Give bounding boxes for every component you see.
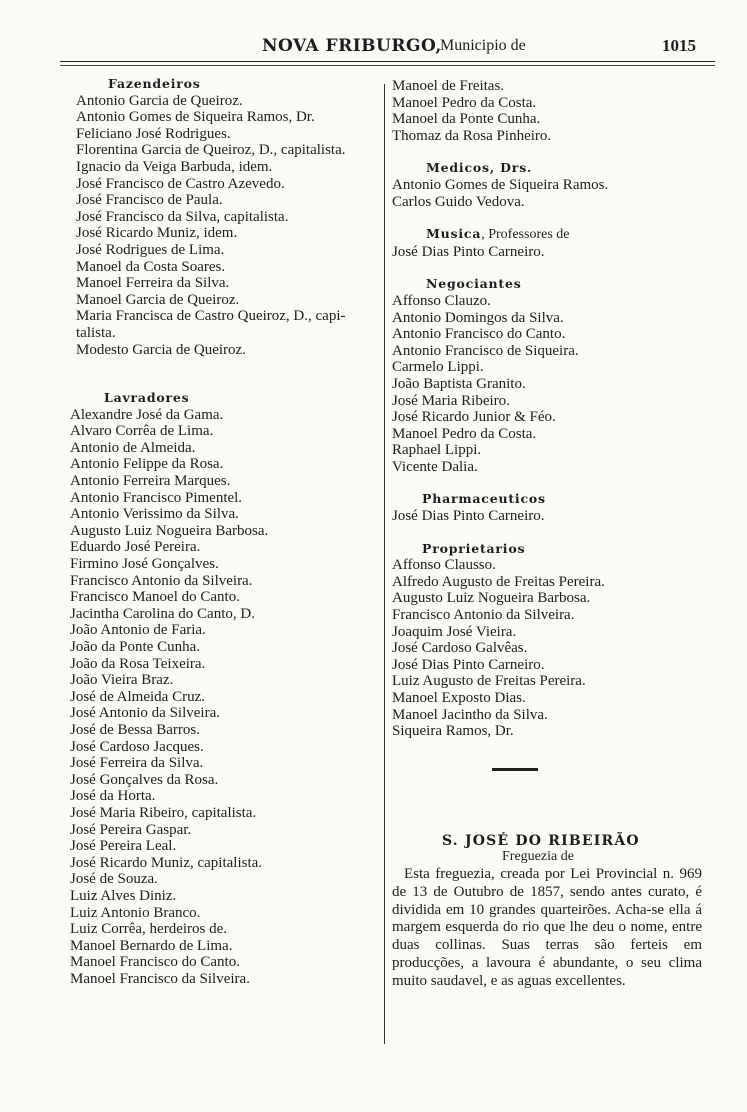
section-divider-rule bbox=[492, 768, 538, 771]
fazendeiros-list bbox=[62, 93, 382, 359]
list-entry: José Antonio da Silveira. bbox=[70, 705, 220, 722]
list-entry: José Ricardo Muniz, idem. bbox=[76, 225, 238, 242]
list-entry: José Maria Ribeiro. bbox=[392, 392, 510, 409]
list-entry: Antonio Gomes de Siqueira Ramos, Dr. bbox=[76, 109, 315, 126]
list-entry: Manoel Garcia de Queiroz. bbox=[76, 291, 240, 308]
section-heading-musica: Musica bbox=[426, 226, 482, 242]
list-entry: Florentina Garcia de Queiroz, D., capitalista. bbox=[76, 142, 346, 159]
list-entry: talista. bbox=[76, 324, 116, 341]
town-subheading: Freguezia de bbox=[502, 849, 574, 865]
list-entry: Antonio Ferreira Marques. bbox=[70, 473, 231, 490]
list-entry: Alexandre José da Gama. bbox=[70, 406, 224, 423]
lavradores-list bbox=[62, 407, 382, 988]
negociantes-list bbox=[392, 293, 712, 476]
section-heading-negociantes: Negociantes bbox=[426, 276, 522, 292]
section-heading-lavradores: Lavradores bbox=[104, 390, 190, 406]
section-heading-fazendeiros: Fazendeiros bbox=[108, 76, 201, 91]
continued-list bbox=[392, 78, 712, 144]
list-entry: Jacintha Carolina do Canto, D. bbox=[70, 605, 255, 622]
list-entry: Francisco Manoel do Canto. bbox=[70, 589, 240, 606]
list-entry: Francisco Antonio da Silveira. bbox=[70, 572, 253, 589]
list-entry: João Baptista Granito. bbox=[392, 375, 526, 392]
pharmaceuticos-list bbox=[392, 508, 712, 525]
list-entry: Antonio Garcia de Queiroz. bbox=[76, 92, 243, 109]
list-entry: José Cardoso Galvêas. bbox=[392, 640, 528, 657]
list-entry: Antonio Gomes de Siqueira Ramos. bbox=[392, 176, 609, 193]
list-entry: Ignacio da Veiga Barbuda, idem. bbox=[76, 158, 273, 175]
list-entry: Antonio Verissimo da Silva. bbox=[70, 506, 239, 523]
list-entry: Antonio de Almeida. bbox=[70, 439, 196, 456]
list-entry: João Antonio de Faria. bbox=[70, 622, 206, 639]
proprietarios-list bbox=[392, 557, 712, 740]
list-entry: João da Rosa Teixeira. bbox=[70, 655, 206, 672]
list-entry: Manoel Jacintho da Silva. bbox=[392, 706, 548, 723]
list-entry: José de Souza. bbox=[70, 871, 158, 888]
list-entry: Antonio Francisco Pimentel. bbox=[70, 489, 243, 506]
page-number: 1015 bbox=[662, 36, 696, 55]
list-entry: Alfredo Augusto de Freitas Pereira. bbox=[392, 573, 605, 590]
list-entry: Luiz Corrêa, herdeiros de. bbox=[70, 921, 228, 938]
list-entry: Augusto Luiz Nogueira Barbosa. bbox=[392, 590, 591, 607]
list-entry: José Francisco de Castro Azevedo. bbox=[76, 175, 285, 192]
list-entry: Antonio Francisco de Siqueira. bbox=[392, 342, 579, 359]
list-entry: José Dias Pinto Carneiro. bbox=[392, 243, 545, 260]
list-entry: Manoel Exposto Dias. bbox=[392, 690, 526, 706]
list-entry: Francisco Antonio da Silveira. bbox=[392, 607, 575, 624]
list-entry: Luiz Augusto de Freitas Pereira. bbox=[392, 673, 586, 690]
list-entry: Modesto Garcia de Queiroz. bbox=[76, 341, 246, 358]
header-rule bbox=[60, 61, 715, 66]
list-entry: Alvaro Corrêa de Lima. bbox=[70, 423, 214, 440]
section-heading-proprietarios: Proprietarios bbox=[422, 540, 526, 556]
town-heading: S. JOSÉ DO RIBEIRÃO bbox=[442, 832, 640, 849]
list-entry: José de Almeida Cruz. bbox=[70, 688, 205, 705]
list-entry: José Dias Pinto Carneiro. bbox=[392, 656, 545, 673]
list-entry: Thomaz da Rosa Pinheiro. bbox=[392, 127, 552, 144]
list-entry: Joaquim José Vieira. bbox=[392, 623, 517, 640]
list-entry: Luiz Antonio Branco. bbox=[70, 904, 201, 921]
list-entry: Manoel de Freitas. bbox=[392, 78, 505, 94]
list-entry: Maria Francisca de Castro Queiroz, D., capi- bbox=[76, 308, 346, 325]
list-entry: João Vieira Braz. bbox=[70, 672, 174, 689]
medicos-list bbox=[392, 177, 712, 210]
list-entry: Affonso Clauzo. bbox=[392, 292, 491, 309]
list-entry: Manoel Ferreira da Silva. bbox=[76, 275, 230, 292]
list-entry: José de Bessa Barros. bbox=[70, 721, 200, 738]
list-entry: Antonio Domingos da Silva. bbox=[392, 309, 564, 326]
musica-heading-suffix: , Professores de bbox=[481, 227, 570, 243]
list-entry: Manoel da Costa Soares. bbox=[76, 258, 226, 275]
list-entry: José Pereira Leal. bbox=[70, 838, 177, 855]
list-entry: José Ferreira da Silva. bbox=[70, 755, 204, 772]
running-subtitle: Municipio de bbox=[440, 37, 526, 54]
town-description: Esta freguezia, creada por Lei Provincial n. 969 de 13 de Outubro de 1857, sendo antes curato, é dividida em 10 grandes quarteirões. Acha-se ella á margem esquerda do rio que lhe deu o nome, entre duas collinas. Suas terras são ferteis em producções, a lavoura é abundante, o seu clima muito saudavel, e as aguas excellentes. bbox=[392, 865, 702, 989]
list-entry: Feliciano José Rodrigues. bbox=[76, 125, 231, 142]
musica-list bbox=[392, 244, 712, 261]
list-entry: Manoel Pedro da Costa. bbox=[392, 94, 537, 111]
list-entry: Carlos Guido Vedova. bbox=[392, 193, 525, 210]
section-heading-musica-line bbox=[392, 226, 712, 244]
list-entry: Luiz Alves Diniz. bbox=[70, 887, 177, 904]
list-entry: José Gonçalves da Rosa. bbox=[70, 771, 219, 788]
list-entry: João da Ponte Cunha. bbox=[70, 639, 200, 655]
list-entry: Affonso Clausso. bbox=[392, 557, 496, 574]
list-entry: José Rodrigues de Lima. bbox=[76, 241, 225, 258]
left-column bbox=[62, 76, 382, 987]
list-entry: Manoel Bernardo de Lima. bbox=[70, 937, 233, 954]
list-entry: Augusto Luiz Nogueira Barbosa. bbox=[70, 522, 269, 539]
list-entry: Manoel Pedro da Costa. bbox=[392, 425, 537, 442]
list-entry: Antonio Felippe da Rosa. bbox=[70, 456, 224, 473]
list-entry: José Ricardo Muniz, capitalista. bbox=[70, 854, 263, 871]
list-entry: Raphael Lippi. bbox=[392, 442, 482, 459]
running-title: NOVA FRIBURGO, bbox=[262, 36, 442, 56]
list-entry: Vicente Dalia. bbox=[392, 458, 478, 475]
list-entry: Siqueira Ramos, Dr. bbox=[392, 723, 514, 740]
list-entry: José da Horta. bbox=[70, 788, 156, 805]
list-entry: Manoel da Ponte Cunha. bbox=[392, 111, 541, 128]
list-entry: José Dias Pinto Carneiro. bbox=[392, 508, 545, 525]
list-entry: Carmelo Lippi. bbox=[392, 359, 484, 376]
list-entry: Eduardo José Pereira. bbox=[70, 539, 201, 556]
list-entry: José Francisco de Paula. bbox=[76, 192, 223, 209]
list-entry: Manoel Francisco do Canto. bbox=[70, 954, 240, 971]
list-entry: José Pereira Gaspar. bbox=[70, 821, 192, 838]
right-column bbox=[392, 78, 712, 991]
section-heading-medicos: Medicos, Drs. bbox=[426, 160, 533, 176]
list-entry: Manoel Francisco da Silveira. bbox=[70, 970, 250, 987]
list-entry: José Cardoso Jacques. bbox=[70, 738, 204, 755]
column-divider bbox=[384, 84, 385, 1044]
list-entry: José Ricardo Junior & Féo. bbox=[392, 409, 556, 426]
list-entry: Firmino José Gonçalves. bbox=[70, 556, 219, 573]
list-entry: Antonio Francisco do Canto. bbox=[392, 326, 566, 343]
list-entry: José Francisco da Silva, capitalista. bbox=[76, 208, 289, 225]
section-heading-pharmaceuticos: Pharmaceuticos bbox=[422, 491, 546, 507]
list-entry: José Maria Ribeiro, capitalista. bbox=[70, 804, 257, 821]
